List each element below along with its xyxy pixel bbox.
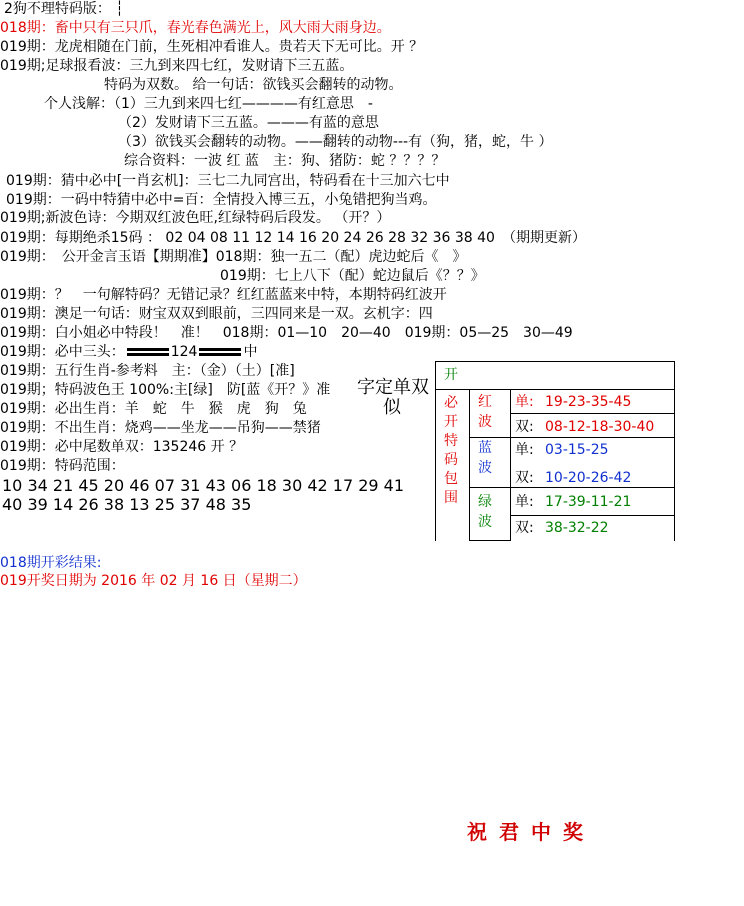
line-17: 019期：白小姐必中特段！ 准！ 018期：01—10 20—40 019期：05—25 30—49 bbox=[0, 325, 573, 341]
line-8: 综合资料：一波 红 蓝 主：狗、猪防：蛇 ？？？？ bbox=[124, 153, 446, 169]
group-blue-name: 蓝波 bbox=[478, 440, 492, 476]
green-shuang-row bbox=[511, 515, 675, 541]
line-19: 019期；特码波色王 100%:主[绿] 防[蓝《开？》准 bbox=[0, 382, 331, 398]
red-dan-label: 单: bbox=[515, 394, 534, 410]
red-dan-value: 19-23-35-45 bbox=[545, 394, 632, 410]
blue-shuang-label: 双: bbox=[515, 470, 534, 486]
bar-symbol-right bbox=[199, 346, 241, 358]
overlay-text bbox=[357, 378, 429, 418]
green-dan-value: 17-39-11-21 bbox=[545, 494, 632, 510]
table-top-text: 开 bbox=[444, 367, 458, 383]
result-date: 019开奖日期为 2016 年 02 月 16 日（星期二） bbox=[0, 573, 307, 589]
green-dan-row bbox=[511, 487, 675, 515]
blue-dan-value: 03-15-25 bbox=[545, 442, 609, 458]
line-2: 019期：龙虎相随在门前，生死相冲看谁人。贵若天下无可比。开 ？ bbox=[0, 39, 424, 55]
line-7: （3）欲钱买会翻转的动物。——翻转的动物---有（狗，猪，蛇，牛 ） bbox=[118, 134, 553, 150]
san-tou-mid: 124 bbox=[170, 344, 198, 360]
wave-table bbox=[435, 361, 675, 541]
wish-text: 祝君中奖 bbox=[467, 820, 595, 844]
line-12: 019期：每期绝杀15码 ： 02 04 08 11 12 14 16 20 24 26 28 32 36 38 40 （期期更新） bbox=[0, 230, 586, 246]
group-red-name: 红波 bbox=[478, 394, 492, 430]
red-shuang-value: 08-12-18-30-40 bbox=[545, 419, 655, 435]
red-dan-row bbox=[511, 389, 675, 413]
group-green-name: 绿波 bbox=[478, 494, 492, 530]
green-dan-label: 单: bbox=[515, 494, 534, 510]
group-green-name-cell bbox=[469, 487, 511, 541]
red-shuang-label: 双: bbox=[515, 419, 534, 435]
blue-shuang-row bbox=[511, 461, 675, 487]
range-line-2: 40 39 14 26 38 13 25 37 48 35 bbox=[2, 495, 252, 514]
table-top-cell bbox=[435, 361, 675, 389]
san-tou-line bbox=[0, 343, 257, 361]
result-label: 018期开彩结果: bbox=[0, 555, 102, 571]
table-right-border bbox=[674, 361, 675, 541]
blue-dan-label: 单: bbox=[515, 442, 534, 458]
title-mark: ┆ bbox=[115, 1, 124, 17]
line-23: 019期：特码范围： bbox=[0, 458, 125, 474]
line-9: 019期：猜中必中[一肖玄机]：三七二九同宫出，特码看在十三加六七中 bbox=[6, 173, 450, 189]
green-shuang-label: 双: bbox=[515, 520, 534, 536]
line-22: 019期：必中尾数单双：135246 开 ？ bbox=[0, 439, 244, 455]
group-red-name-cell bbox=[469, 389, 511, 437]
line-16: 019期：澳足一句话：财宝双双到眼前，三四同来是一双。玄机字：四 bbox=[0, 306, 433, 322]
san-tou-suffix: 中 bbox=[243, 344, 258, 360]
line-3: 019期;足球报看波：三九到来四七红，发财请下三五蓝。 bbox=[0, 58, 354, 74]
line-6: （2）发财请下三五蓝。———有蓝的意思 bbox=[118, 115, 379, 131]
blue-shuang-value: 10-20-26-42 bbox=[545, 470, 632, 486]
line-21: 019期：不出生肖：烧鸡——坐龙——吊狗——禁猪 bbox=[0, 420, 321, 436]
overlay-line-2: 似 bbox=[383, 397, 401, 418]
line-14: 019期：七上八下（配）蛇边鼠后《？？》 bbox=[220, 268, 485, 284]
green-shuang-value: 38-32-22 bbox=[545, 520, 609, 536]
group-blue-name-cell bbox=[469, 437, 511, 487]
line-11: 019期;新波色诗：今期双红波色旺,红绿特码后段发。 （开？） bbox=[0, 210, 391, 226]
red-shuang-row bbox=[511, 413, 675, 437]
range-line-1: 10 34 21 45 20 46 07 31 43 06 18 30 42 17 29 41 bbox=[2, 476, 405, 495]
bar-symbol-left bbox=[127, 346, 169, 358]
blue-dan-row bbox=[511, 437, 675, 461]
line-20: 019期：必出生肖：羊 蛇 牛 猴 虎 狗 兔 bbox=[0, 401, 307, 417]
line-5: 个人浅解：（1）三九到来四七红————有红意思 - bbox=[44, 96, 373, 112]
line-1: 018期：畜中只有三只爪，春光春色满光上，风大雨大雨身边。 bbox=[0, 20, 391, 36]
line-10: 019期：一码中特猜中必中=百：全情投入博三五，小兔错把狗当鸡。 bbox=[6, 192, 437, 208]
overlay-line-1: 字定单双 bbox=[357, 377, 429, 398]
san-tou-prefix: 019期：必中三头： bbox=[0, 344, 125, 360]
table-side-text: 必开特码包围 bbox=[444, 395, 458, 506]
page-title bbox=[4, 0, 124, 18]
table-side-cell bbox=[435, 389, 469, 541]
title-text: 2狗不理特码版： bbox=[4, 1, 111, 17]
line-13: 019期： 公开金言玉语【期期准】018期：独一五二（配）虎边蛇后《 》 bbox=[0, 249, 467, 265]
line-4: 特码为双数。 给一句话：欲钱买会翻转的动物。 bbox=[104, 77, 403, 93]
line-15: 019期：？ 一句解特码？无错记录？红红蓝蓝来中特，本期特码红波开 bbox=[0, 287, 447, 303]
line-18: 019期：五行生肖-参考料 主：（金）（土）[准] bbox=[0, 363, 295, 379]
